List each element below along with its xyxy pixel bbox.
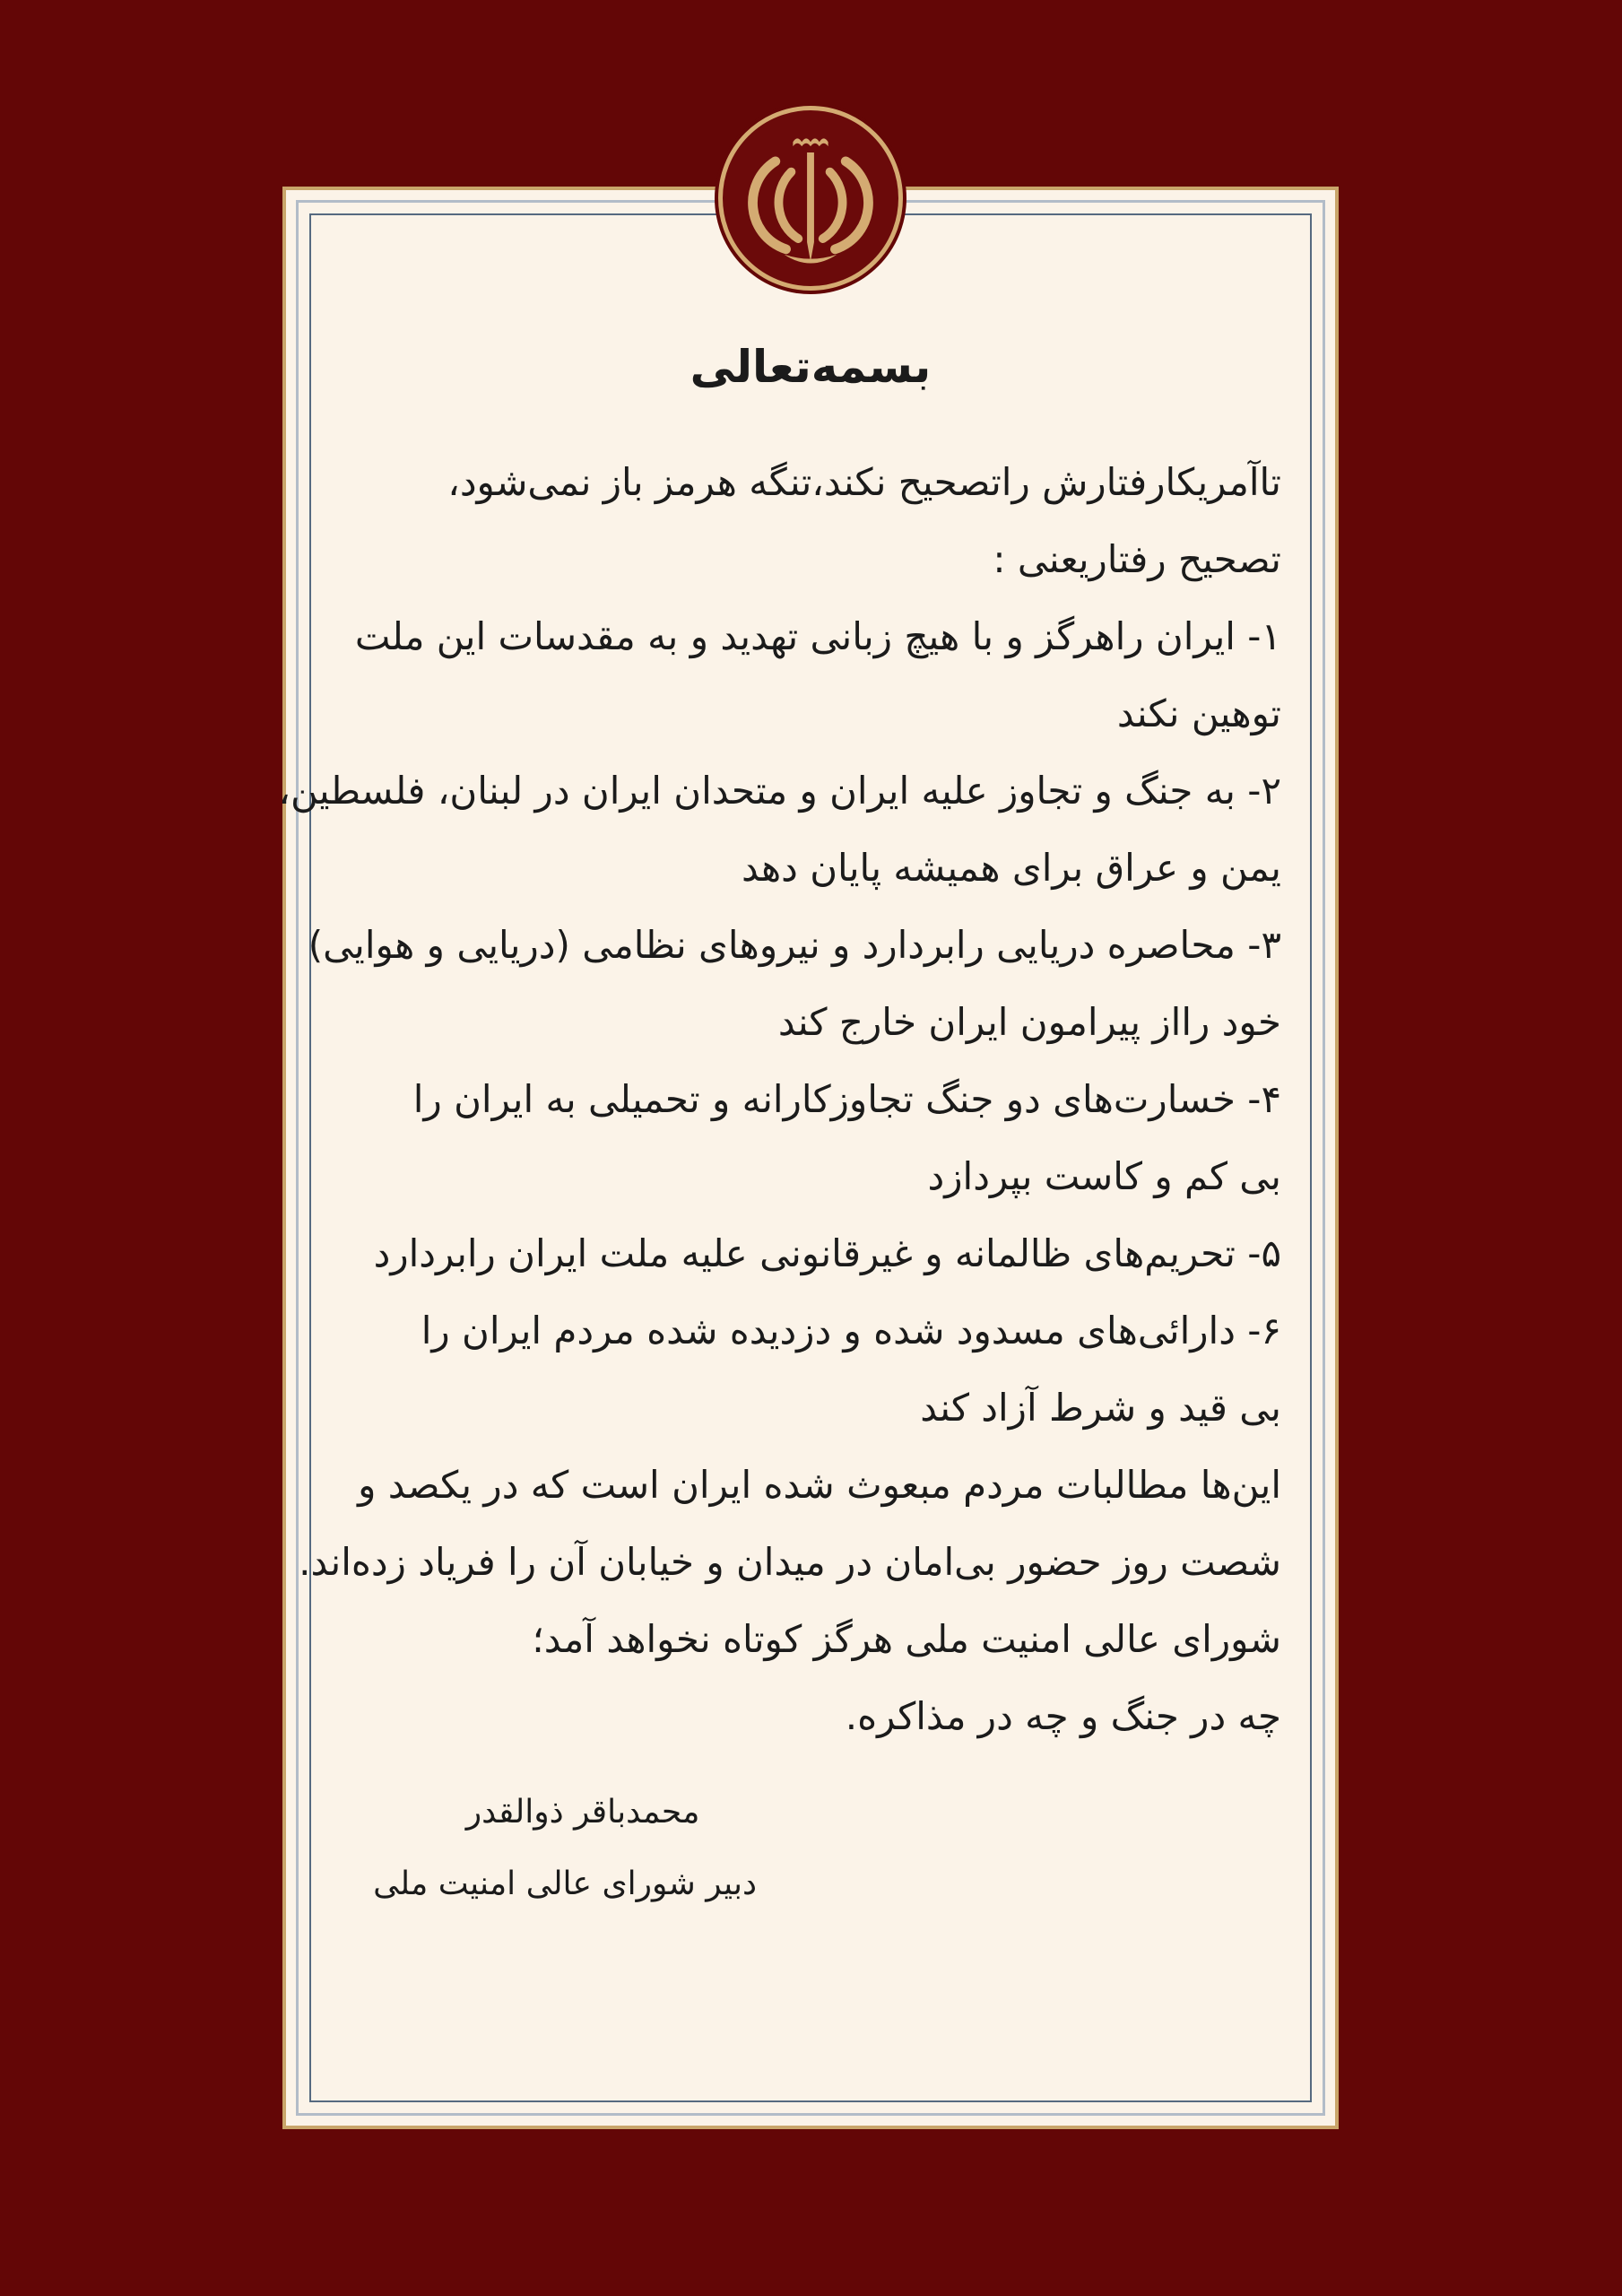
emblem-graphic — [723, 110, 898, 286]
letter-line: تاآمریکارفتارش راتصحیح نکند،تنگه هرمز باز نمی‌شود، — [447, 460, 1281, 504]
letter-line: بی قید و شرط آزاد کند — [920, 1386, 1281, 1430]
letter-line: ۲- به جنگ و تجاوز علیه ایران و متحدان ایران در لبنان، فلسطین، — [278, 769, 1281, 813]
letter-line: ۴- خسارت‌های دو جنگ تجاوزکارانه و تحمیلی به ایران را — [412, 1077, 1281, 1121]
signer-title: دبیر شورای عالی امنیت ملی — [373, 1866, 757, 1902]
letter-line: بی کم و کاست بپردازد — [927, 1154, 1281, 1198]
letter-line: ۵- تحریم‌های ظالمانه و غیرقانونی علیه ملت ایران رابردارد — [373, 1231, 1281, 1275]
signature-block — [373, 1785, 757, 1912]
letter-line: تصحیح رفتاریعنی : — [993, 537, 1281, 581]
letter-line: ۶- دارائی‌های مسدود شده و دزدیده شده مردم ایران را — [421, 1309, 1281, 1352]
letter-line: توهین نکند — [1116, 691, 1281, 735]
iran-emblem-icon — [718, 106, 903, 291]
letter-line: خود رااز پیرامون ایران خارج کند — [777, 1000, 1281, 1044]
signer-name: محمدباقر ذوالقدر — [465, 1794, 700, 1831]
letter-line: ۳- محاصره دریایی رابردارد و نیروهای نظامی (دریایی و هوایی) — [308, 923, 1281, 967]
letter-line: ۱- ایران راهرگز و با هیچ زبانی تهدید و به مقدسات این ملت — [354, 614, 1281, 658]
letter-line: یمن و عراق برای همیشه پایان دهد — [741, 846, 1281, 890]
letter-heading: بسمه‌تعالی — [690, 341, 932, 393]
letter-body — [278, 444, 1281, 1755]
letter-line: شصت روز حضور بی‌امان در میدان و خیابان آن را فریاد زده‌اند. — [299, 1540, 1281, 1584]
letter-line: چه در جنگ و چه در مذاکره. — [845, 1694, 1281, 1738]
letter-line: شورای عالی امنیت ملی هرگز کوتاه نخواهد آمد؛ — [532, 1617, 1281, 1661]
letter-line: این‌ها مطالبات مردم مبعوث شده ایران است که در یکصد و — [358, 1463, 1281, 1507]
